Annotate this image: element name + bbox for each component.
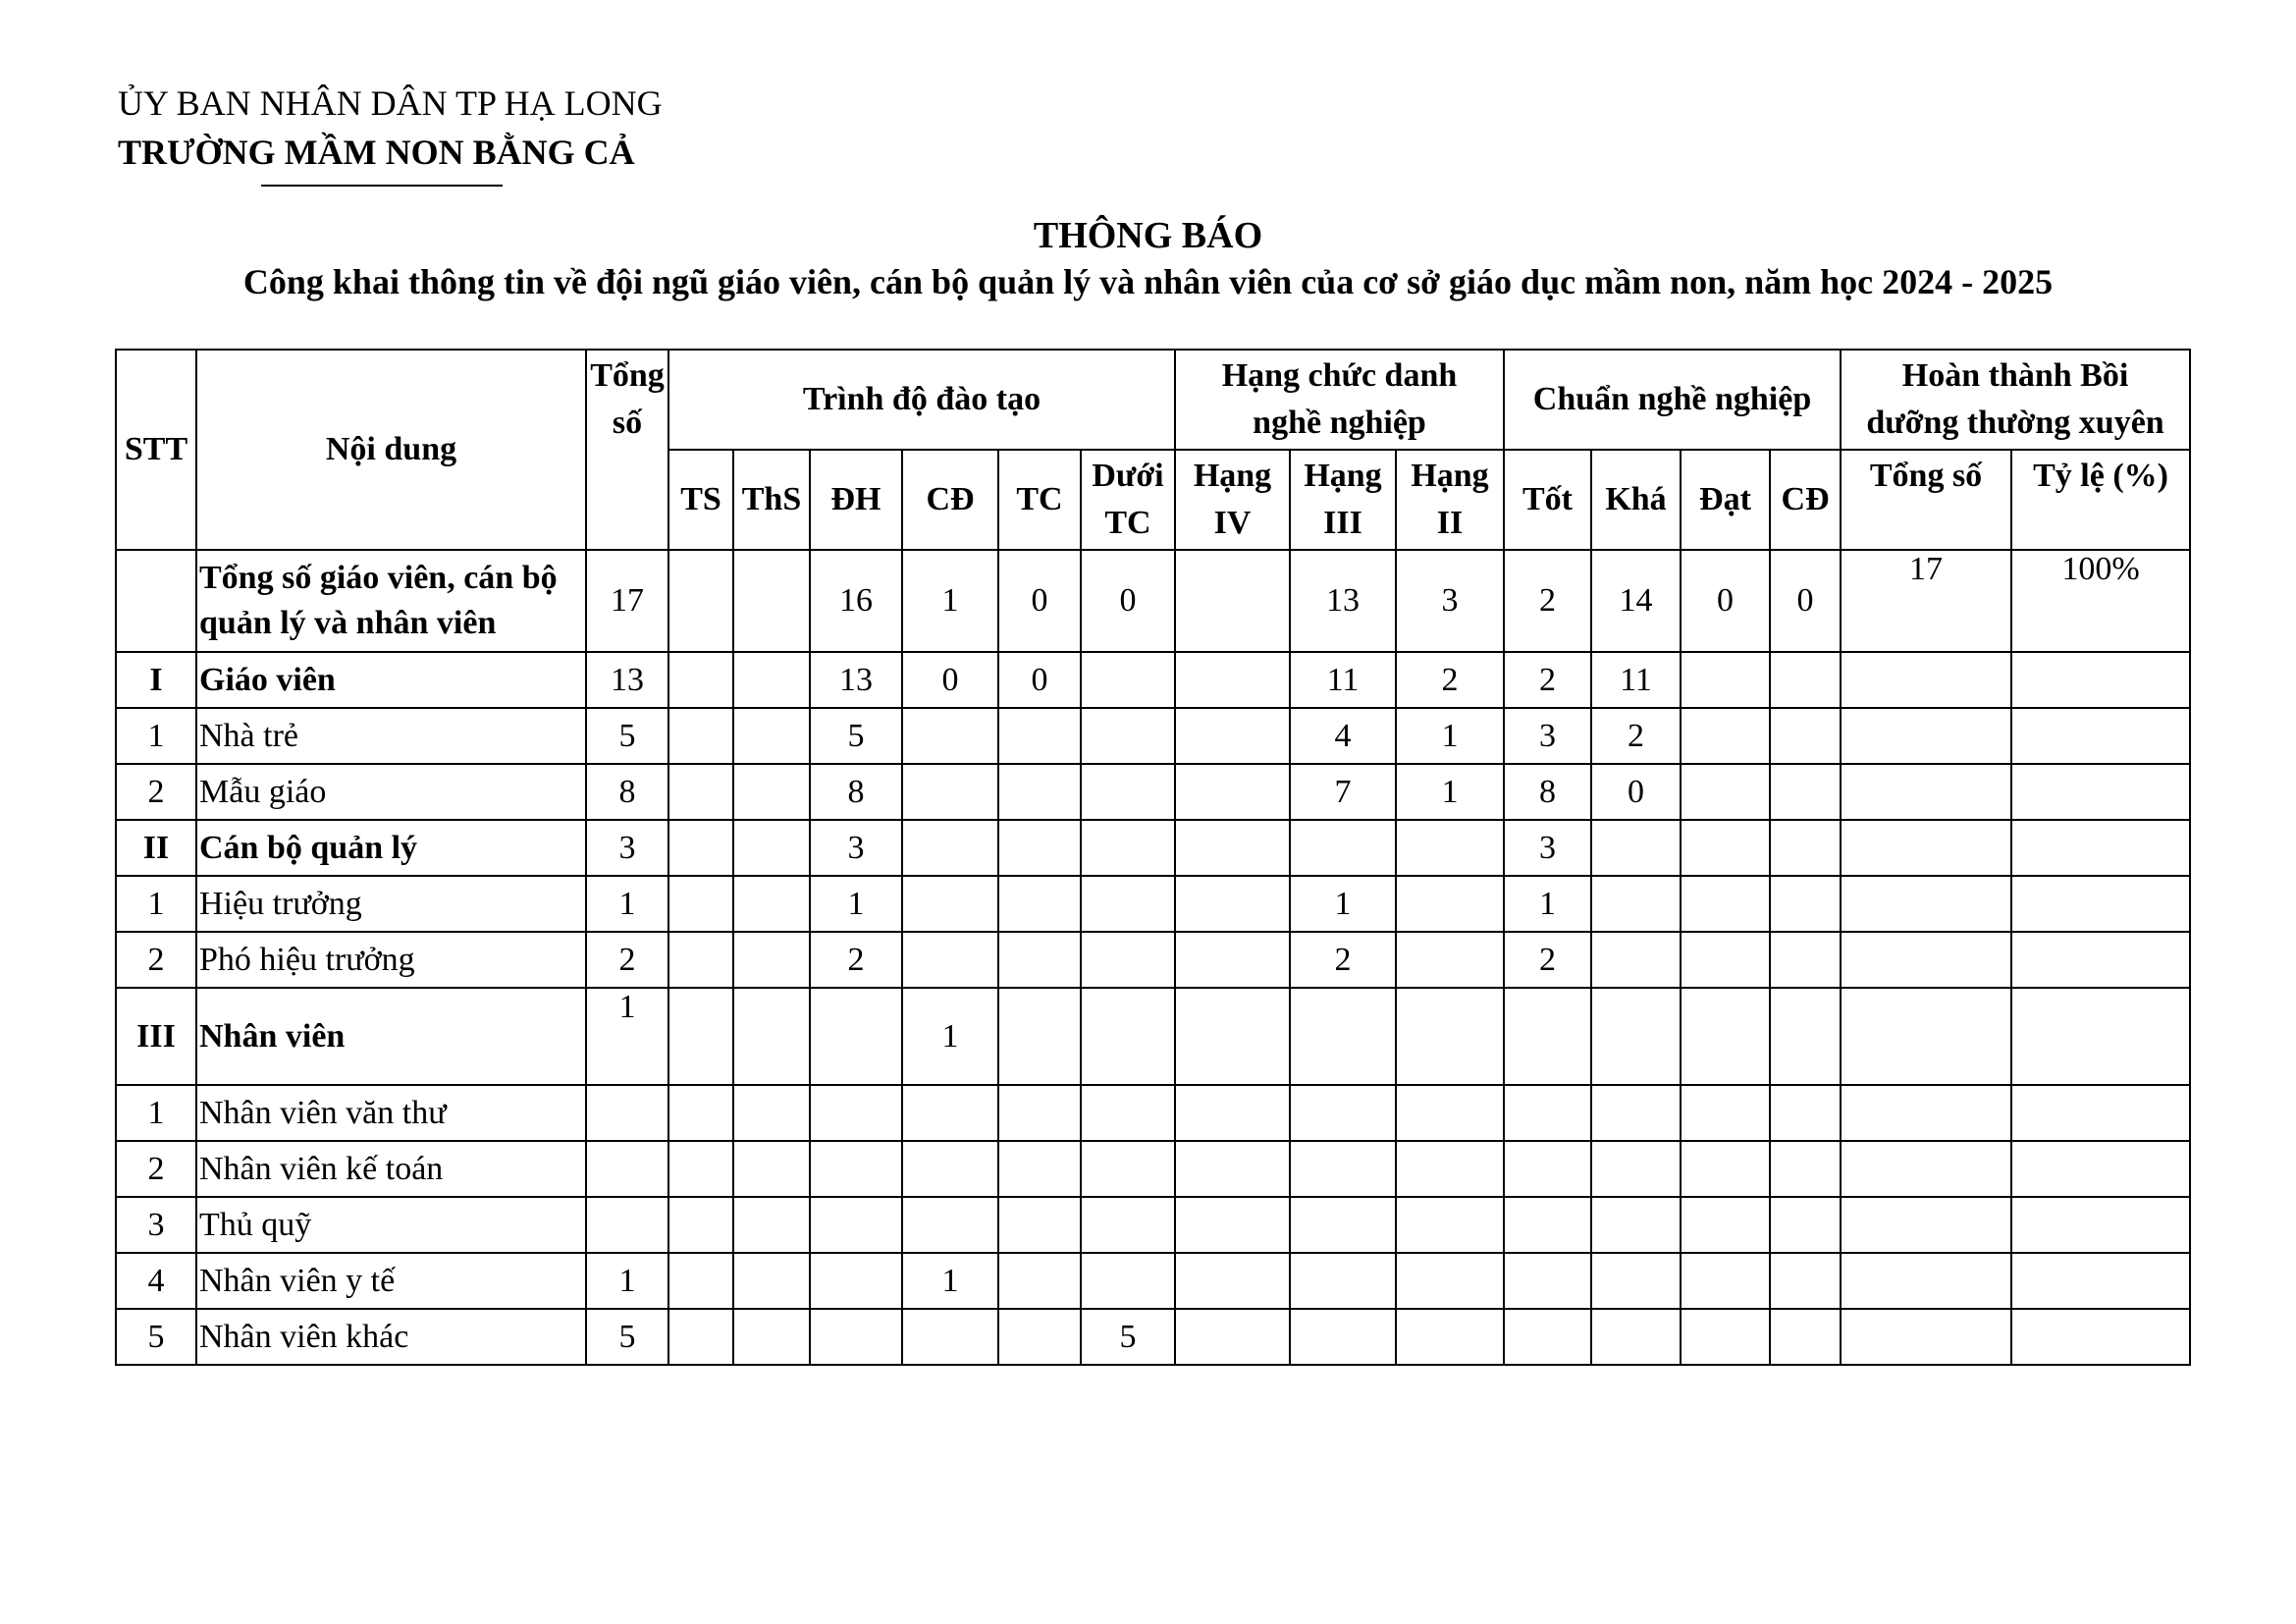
cell-stt: I	[116, 652, 196, 708]
table-row	[116, 1085, 2190, 1141]
cell-below-tc	[1081, 1085, 1175, 1141]
cell-ths	[733, 932, 810, 988]
table-row	[116, 708, 2190, 764]
cell-cd	[902, 764, 998, 820]
cell-below-tc	[1081, 820, 1175, 876]
cell-rank-ii	[1396, 1197, 1504, 1253]
cell-training-total	[1841, 988, 2011, 1085]
cell-dh: 16	[810, 550, 902, 652]
cell-training-total	[1841, 1197, 2011, 1253]
document-title: THÔNG BÁO	[1033, 215, 1263, 256]
cell-label	[196, 550, 586, 652]
cell-below-tc	[1081, 764, 1175, 820]
table-row	[116, 932, 2190, 988]
cell-training-rate	[2011, 1253, 2190, 1309]
cell-good	[1504, 1253, 1591, 1309]
table-row-total	[116, 550, 2190, 652]
cell-tc	[998, 876, 1081, 932]
col-ths-header: ThS	[733, 450, 810, 550]
cell-total: 5	[586, 708, 668, 764]
cell-pass	[1681, 1141, 1770, 1197]
cell-rank-iii	[1290, 1253, 1396, 1309]
cell-rank-iv	[1175, 876, 1290, 932]
cell-rank-ii: 1	[1396, 708, 1504, 764]
cell-fair	[1591, 1141, 1681, 1197]
cell-fair	[1591, 988, 1681, 1085]
cell-ths	[733, 1253, 810, 1309]
cell-pass	[1681, 988, 1770, 1085]
cell-tc	[998, 764, 1081, 820]
cell-total: 1	[586, 1253, 668, 1309]
cell-training-rate	[2011, 764, 2190, 820]
total-label-line1: Tổng số giáo viên, cán bộ	[199, 560, 558, 596]
cell-rank-iii: 11	[1290, 652, 1396, 708]
cell-training-rate	[2011, 652, 2190, 708]
cell-fail	[1770, 988, 1841, 1085]
cell-below-tc	[1081, 652, 1175, 708]
cell-stt: 1	[116, 876, 196, 932]
cell-below-tc	[1081, 708, 1175, 764]
cell-total: 1	[586, 988, 668, 1085]
cell-stt: 2	[116, 932, 196, 988]
group-training-completion	[1841, 350, 2190, 450]
table-row	[116, 820, 2190, 876]
cell-total	[586, 1085, 668, 1141]
table-row	[116, 1253, 2190, 1309]
org-parent-name: ỦY BAN NHÂN DÂN TP HẠ LONG	[118, 83, 663, 123]
cell-label: Nhân viên kế toán	[196, 1141, 586, 1197]
cell-training-rate	[2011, 1141, 2190, 1197]
cell-tc: 0	[998, 652, 1081, 708]
staff-table	[115, 349, 2191, 1366]
cell-ths	[733, 988, 810, 1085]
cell-good	[1504, 988, 1591, 1085]
cell-stt: 3	[116, 1197, 196, 1253]
cell-training-rate	[2011, 932, 2190, 988]
cell-tc	[998, 708, 1081, 764]
cell-tc	[998, 1309, 1081, 1365]
cell-good: 2	[1504, 550, 1591, 652]
cell-below-tc	[1081, 1141, 1175, 1197]
cell-rank-ii	[1396, 1085, 1504, 1141]
cell-rank-iii: 1	[1290, 876, 1396, 932]
col-training-total-header: Tổng số	[1841, 450, 2011, 550]
cell-pass: 0	[1681, 550, 1770, 652]
cell-dh	[810, 1197, 902, 1253]
cell-below-tc: 0	[1081, 550, 1175, 652]
cell-rank-iii: 13	[1290, 550, 1396, 652]
cell-label: Cán bộ quản lý	[196, 820, 586, 876]
cell-training-total	[1841, 764, 2011, 820]
cell-pass	[1681, 652, 1770, 708]
col-rank-ii-line2: II	[1436, 505, 1464, 541]
cell-ths	[733, 652, 810, 708]
cell-dh: 5	[810, 708, 902, 764]
col-rank-iii-line2: III	[1323, 505, 1362, 541]
col-below-tc-header	[1081, 450, 1175, 550]
document-subtitle: Công khai thông tin về đội ngũ giáo viên, cán bộ quản lý và nhân viên của cơ sở giáo dục mầm non, năm học 2024 - 2025	[242, 262, 2054, 301]
group-title-rank-line2: nghề nghiệp	[1253, 405, 1426, 441]
cell-dh	[810, 988, 902, 1085]
cell-stt: 5	[116, 1309, 196, 1365]
cell-ths	[733, 1141, 810, 1197]
cell-dh: 13	[810, 652, 902, 708]
cell-fail	[1770, 764, 1841, 820]
col-ts-header: TS	[668, 450, 733, 550]
cell-below-tc	[1081, 932, 1175, 988]
cell-tc	[998, 932, 1081, 988]
cell-pass	[1681, 1197, 1770, 1253]
cell-training-rate	[2011, 1197, 2190, 1253]
cell-rank-iv	[1175, 1141, 1290, 1197]
cell-rank-iv	[1175, 764, 1290, 820]
cell-label: Nhân viên văn thư	[196, 1085, 586, 1141]
cell-stt: 2	[116, 1141, 196, 1197]
cell-rank-iii	[1290, 1309, 1396, 1365]
table-row	[116, 1197, 2190, 1253]
cell-rank-iii	[1290, 988, 1396, 1085]
cell-good: 1	[1504, 876, 1591, 932]
cell-good: 2	[1504, 932, 1591, 988]
cell-below-tc	[1081, 1197, 1175, 1253]
cell-ts	[668, 932, 733, 988]
col-cd-header: CĐ	[902, 450, 998, 550]
cell-label: Phó hiệu trưởng	[196, 932, 586, 988]
cell-fail	[1770, 1085, 1841, 1141]
cell-rank-ii	[1396, 988, 1504, 1085]
col-stt-header: STT	[116, 350, 196, 550]
cell-fair	[1591, 820, 1681, 876]
cell-cd: 0	[902, 652, 998, 708]
col-rank-ii-line1: Hạng	[1411, 458, 1489, 494]
cell-dh	[810, 1141, 902, 1197]
cell-dh	[810, 1085, 902, 1141]
cell-good	[1504, 1141, 1591, 1197]
group-training-level: Trình độ đào tạo	[668, 350, 1175, 450]
cell-fair	[1591, 876, 1681, 932]
cell-rank-iv	[1175, 1253, 1290, 1309]
cell-training-total	[1841, 820, 2011, 876]
cell-stt: 4	[116, 1253, 196, 1309]
cell-ts	[668, 764, 733, 820]
col-content-header: Nội dung	[196, 350, 586, 550]
group-training-completion-line1: Hoàn thành Bồi	[1901, 357, 2129, 394]
cell-good: 3	[1504, 820, 1591, 876]
cell-cd	[902, 1309, 998, 1365]
cell-rank-iv	[1175, 820, 1290, 876]
cell-label: Nhà trẻ	[196, 708, 586, 764]
cell-total: 3	[586, 820, 668, 876]
cell-total: 13	[586, 652, 668, 708]
cell-fair	[1591, 932, 1681, 988]
cell-ts	[668, 988, 733, 1085]
cell-below-tc	[1081, 1253, 1175, 1309]
group-title-rank	[1175, 350, 1504, 450]
cell-good: 8	[1504, 764, 1591, 820]
cell-good	[1504, 1197, 1591, 1253]
table-row	[116, 652, 2190, 708]
cell-total	[586, 1197, 668, 1253]
cell-training-rate	[2011, 988, 2190, 1085]
cell-cd	[902, 820, 998, 876]
cell-ts	[668, 1141, 733, 1197]
cell-label: Nhân viên y tế	[196, 1253, 586, 1309]
cell-ths	[733, 820, 810, 876]
cell-pass	[1681, 876, 1770, 932]
cell-ts	[668, 820, 733, 876]
cell-ths	[733, 708, 810, 764]
table-row	[116, 1141, 2190, 1197]
cell-cd	[902, 876, 998, 932]
cell-label: Hiệu trưởng	[196, 876, 586, 932]
cell-ths	[733, 1309, 810, 1365]
cell-rank-iv	[1175, 550, 1290, 652]
cell-pass	[1681, 820, 1770, 876]
cell-stt: 2	[116, 764, 196, 820]
cell-label: Giáo viên	[196, 652, 586, 708]
col-tc-header: TC	[998, 450, 1081, 550]
cell-label: Mẫu giáo	[196, 764, 586, 820]
cell-training-rate: 100%	[2011, 550, 2190, 652]
school-name: TRƯỜNG MẦM NON BẰNG CẢ	[118, 133, 635, 172]
cell-ts	[668, 708, 733, 764]
cell-total: 1	[586, 876, 668, 932]
group-training-completion-line2: dưỡng thường xuyên	[1866, 405, 2164, 441]
col-total-header-line1: Tổng	[590, 357, 665, 394]
cell-stt: 1	[116, 1085, 196, 1141]
cell-stt: III	[116, 988, 196, 1085]
cell-ts	[668, 1309, 733, 1365]
cell-pass	[1681, 1085, 1770, 1141]
cell-training-total	[1841, 1141, 2011, 1197]
cell-training-rate	[2011, 1085, 2190, 1141]
cell-training-rate	[2011, 876, 2190, 932]
cell-good	[1504, 1309, 1591, 1365]
cell-total: 8	[586, 764, 668, 820]
cell-cd: 1	[902, 1253, 998, 1309]
cell-label: Thủ quỹ	[196, 1197, 586, 1253]
cell-fail	[1770, 1309, 1841, 1365]
col-rank-iv-header	[1175, 450, 1290, 550]
cell-rank-iv	[1175, 1197, 1290, 1253]
cell-rank-iii: 2	[1290, 932, 1396, 988]
cell-dh	[810, 1309, 902, 1365]
cell-rank-ii	[1396, 1309, 1504, 1365]
cell-tc	[998, 1197, 1081, 1253]
col-total-header-line2: số	[612, 405, 643, 441]
cell-dh: 2	[810, 932, 902, 988]
col-training-rate-header: Tỷ lệ (%)	[2011, 450, 2190, 550]
table-row	[116, 1309, 2190, 1365]
cell-training-total	[1841, 1085, 2011, 1141]
cell-rank-ii	[1396, 876, 1504, 932]
cell-fair: 14	[1591, 550, 1681, 652]
cell-ts	[668, 652, 733, 708]
cell-pass	[1681, 1253, 1770, 1309]
cell-training-rate	[2011, 820, 2190, 876]
cell-training-total	[1841, 652, 2011, 708]
col-rank-iv-line1: Hạng	[1193, 458, 1272, 494]
cell-training-total	[1841, 1253, 2011, 1309]
cell-total: 2	[586, 932, 668, 988]
cell-tc: 0	[998, 550, 1081, 652]
cell-training-total	[1841, 1309, 2011, 1365]
col-rank-iv-line2: IV	[1213, 505, 1252, 541]
cell-rank-ii	[1396, 1253, 1504, 1309]
cell-pass	[1681, 764, 1770, 820]
cell-fail	[1770, 708, 1841, 764]
cell-fair: 0	[1591, 764, 1681, 820]
cell-rank-iv	[1175, 708, 1290, 764]
cell-tc	[998, 1085, 1081, 1141]
cell-fail	[1770, 1253, 1841, 1309]
cell-tc	[998, 1253, 1081, 1309]
cell-fail	[1770, 1141, 1841, 1197]
col-good-header: Tốt	[1504, 450, 1591, 550]
cell-below-tc: 5	[1081, 1309, 1175, 1365]
cell-rank-ii: 2	[1396, 652, 1504, 708]
cell-cd	[902, 1085, 998, 1141]
cell-label: Nhân viên khác	[196, 1309, 586, 1365]
cell-pass	[1681, 1309, 1770, 1365]
cell-ts	[668, 1085, 733, 1141]
cell-tc	[998, 1141, 1081, 1197]
table-row	[116, 988, 2190, 1085]
cell-fair	[1591, 1253, 1681, 1309]
cell-fail	[1770, 820, 1841, 876]
cell-rank-ii	[1396, 1141, 1504, 1197]
cell-training-total: 17	[1841, 550, 2011, 652]
cell-rank-ii	[1396, 932, 1504, 988]
cell-fail	[1770, 932, 1841, 988]
cell-training-total	[1841, 876, 2011, 932]
cell-fair: 2	[1591, 708, 1681, 764]
cell-rank-ii: 1	[1396, 764, 1504, 820]
cell-pass	[1681, 708, 1770, 764]
cell-rank-ii	[1396, 820, 1504, 876]
cell-fail	[1770, 1197, 1841, 1253]
cell-total: 17	[586, 550, 668, 652]
cell-below-tc	[1081, 988, 1175, 1085]
cell-total	[586, 1141, 668, 1197]
cell-dh: 3	[810, 820, 902, 876]
cell-rank-ii: 3	[1396, 550, 1504, 652]
cell-cd	[902, 1141, 998, 1197]
cell-label: Nhân viên	[196, 988, 586, 1085]
col-below-tc-line2: TC	[1104, 505, 1151, 541]
cell-good: 3	[1504, 708, 1591, 764]
group-professional-standard: Chuẩn nghề nghiệp	[1504, 350, 1841, 450]
cell-rank-iv	[1175, 652, 1290, 708]
cell-below-tc	[1081, 876, 1175, 932]
cell-stt: 1	[116, 708, 196, 764]
col-fair-header: Khá	[1591, 450, 1681, 550]
cell-ths	[733, 1085, 810, 1141]
cell-cd: 1	[902, 550, 998, 652]
cell-good: 2	[1504, 652, 1591, 708]
table-row	[116, 764, 2190, 820]
col-fail-header: CĐ	[1770, 450, 1841, 550]
cell-total: 5	[586, 1309, 668, 1365]
cell-tc	[998, 988, 1081, 1085]
cell-ts	[668, 1197, 733, 1253]
cell-fair	[1591, 1197, 1681, 1253]
cell-stt: II	[116, 820, 196, 876]
total-label-line2: quản lý và nhân viên	[199, 605, 497, 641]
cell-rank-iii: 7	[1290, 764, 1396, 820]
cell-good	[1504, 1085, 1591, 1141]
cell-rank-iv	[1175, 988, 1290, 1085]
cell-fair	[1591, 1309, 1681, 1365]
cell-fail	[1770, 652, 1841, 708]
cell-cd: 1	[902, 988, 998, 1085]
cell-cd	[902, 1197, 998, 1253]
header-underline	[261, 185, 503, 187]
cell-cd	[902, 932, 998, 988]
cell-rank-iii: 4	[1290, 708, 1396, 764]
cell-fair	[1591, 1085, 1681, 1141]
cell-rank-iv	[1175, 932, 1290, 988]
cell-fair: 11	[1591, 652, 1681, 708]
cell-ths	[733, 550, 810, 652]
col-pass-header: Đạt	[1681, 450, 1770, 550]
cell-rank-iv	[1175, 1309, 1290, 1365]
col-below-tc-line1: Dưới	[1092, 458, 1164, 494]
cell-cd	[902, 708, 998, 764]
cell-rank-iii	[1290, 820, 1396, 876]
cell-ths	[733, 764, 810, 820]
cell-ts	[668, 876, 733, 932]
col-dh-header: ĐH	[810, 450, 902, 550]
col-rank-iii-header	[1290, 450, 1396, 550]
cell-ths	[733, 876, 810, 932]
cell-fail: 0	[1770, 550, 1841, 652]
cell-dh: 1	[810, 876, 902, 932]
table-row	[116, 876, 2190, 932]
cell-training-rate	[2011, 708, 2190, 764]
group-title-rank-line1: Hạng chức danh	[1221, 357, 1458, 394]
cell-fail	[1770, 876, 1841, 932]
cell-rank-iii	[1290, 1141, 1396, 1197]
cell-ts	[668, 550, 733, 652]
col-total-header	[586, 350, 668, 550]
cell-rank-iii	[1290, 1197, 1396, 1253]
cell-training-rate	[2011, 1309, 2190, 1365]
cell-stt	[116, 550, 196, 652]
cell-rank-iii	[1290, 1085, 1396, 1141]
cell-tc	[998, 820, 1081, 876]
col-rank-ii-header	[1396, 450, 1504, 550]
cell-dh: 8	[810, 764, 902, 820]
cell-rank-iv	[1175, 1085, 1290, 1141]
cell-dh	[810, 1253, 902, 1309]
col-rank-iii-line1: Hạng	[1304, 458, 1382, 494]
cell-training-total	[1841, 708, 2011, 764]
cell-training-total	[1841, 932, 2011, 988]
cell-ths	[733, 1197, 810, 1253]
cell-pass	[1681, 932, 1770, 988]
cell-ts	[668, 1253, 733, 1309]
